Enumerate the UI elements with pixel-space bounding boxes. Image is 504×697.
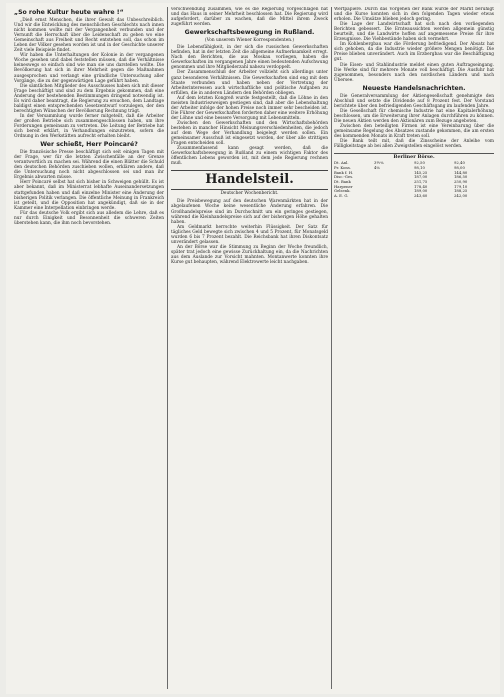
stock-cell: 92,50: [414, 161, 425, 166]
paragraph: Wertpapiere. Durch das Vorgehen der Bank wurde der Markt beruhigt und die Kurse konnten sich in den folgenden Tagen wieder etwas erholen. Die Umsätze blieben jedoch gering.: [334, 7, 494, 23]
stock-cell: 189,00: [414, 189, 428, 194]
stock-cell: A. E. G.: [334, 194, 349, 199]
paragraph: Im Kohlenbergbau war die Förderung befriedigend. Der Absatz hat sich gehoben, da die Industrie wieder größere Mengen benötigt. Die Preise blieben unverändert. Auch im Erzbergbau war die Beschäftigung gut.: [334, 42, 494, 63]
section-heading-handelsteil: Handelsteil.: [171, 170, 328, 190]
stock-cell: 98,10: [414, 165, 425, 170]
paragraph: verschwendung zusammen, wie es die Regierung vorgeschlagen hat und das Haus in seiner Mehrheit beschlossen hat. Die Regierung wird aufgefordert, darüber zu wachen, daß die Mittel ihrem Zweck zugeführt werden.: [171, 7, 328, 28]
stock-cell: 92,40: [454, 161, 465, 166]
paragraph: Zusammenfassend kann gesagt werden, daß die Gewerkschaftsbewegung in Rußland zu einem wichtigen Faktor des öffentlichen Lebens geworden ist, mit dem jede Regierung rechnen muß.: [171, 146, 328, 167]
paragraph: Die Generalversammlung der Aktiengesellschaft genehmigte den Abschluß und setzte die Dividende auf 8 Prozent fest. Der Vorstand berichtete über den befriedigenden Geschäftsgang im laufenden Jahre.: [334, 93, 494, 109]
paragraph: Zwischen den beteiligten Firmen ist eine Vereinbarung über die gemeinsame Regelung des Absatzes zustande gekommen, die am ersten des kommenden Monats in Kraft treten soll.: [334, 123, 494, 140]
stock-cell: 186,50: [454, 175, 468, 180]
paragraph: Auf dem letzten Kongreß wurde festgestellt, daß die Löhne in den meisten Industriezweigen gestiegen sind, daß aber die Lebenshaltung der Arbeiter infolge der hohen Preise noch immer sehr bescheiden ist. Die Führer der Gewerkschaften forderten daher eine weitere Erhöhung der Löhne und eine bessere Versorgung mit Lebensmitteln.: [171, 95, 328, 121]
paragraph: „Dieß ernst Menschen, die ihrer Gewalt das Unbeschreiblich. Und wir die Entwicklung des menschlichen Geschlechts nach innen nicht kommen wollte mit der Vergangenheit verbunden und der Vernunft die Herrschaft über die Leidenschaft zu geben wo eine Gemeinschaft aus Freiheit und Recht entstehen soll, das schon im Leben der Völker gesehen worden ist und in der Geschichte unserer Zeit viele Beispiele findet.: [14, 18, 164, 54]
column-middle: [171, 7, 328, 689]
stock-cell: 145,25: [414, 170, 428, 175]
stock-cell: 3½%: [374, 161, 384, 166]
stock-cell: Gelsenk.: [334, 189, 351, 194]
article-heading-handelsnachrichten: Neueste Handelsnachrichten.: [362, 84, 466, 92]
column-left: [14, 7, 164, 689]
stock-cell: 187,00: [414, 175, 428, 180]
stock-cell: Dt. Bank: [334, 180, 351, 185]
paragraph: Die Lebensfähigkeit, in der sich die russischen Gewerkschaften befinden, hat in der letzten Zeit die allgemeine Aufmerksamkeit erregt. Nach den Berichten, die aus Moskau vorliegen, haben die Gewerkschaften im vergangenen Jahre einen bedeutenden Aufschwung genommen und ihre Mitgliederzahl nahezu verdoppelt.: [171, 45, 328, 71]
paragraph: In der Versammlung wurde ferner mitgeteilt, daß die Arbeiter der großen Betriebe sich zusammengeschlossen haben, um ihre Forderungen gemeinsam zu vertreten. Die Leitung der Betriebe hat sich bereit erklärt, in Verhandlungen einzutreten, sofern die Ordnung in den Werkstätten aufrecht erhalten bleibt.: [14, 113, 164, 140]
paragraph: Herr Poincaré selbst hat sich bisher in Schweigen gehüllt. Es ist aber bekannt, daß im Ministerrat lebhafte Auseinandersetzungen stattgefunden haben und daß einzelne Minister eine Änderung der bisherigen Politik verlangen. Die öffentliche Meinung in Frankreich ist geteilt, und die Opposition hat angekündigt, daß sie in der Kammer eine Interpellation einbringen werde.: [14, 180, 164, 211]
stock-cell: 242,00: [454, 194, 468, 199]
paragraph: Zwischen den Gewerkschaften und den Wirtschaftsbehörden bestehen in mancher Hinsicht Meinungsverschiedenheiten, die jedoch auf dem Wege der Verhandlung beigelegt werden sollen. Ein gemeinsamer Ausschuß ist eingesetzt worden, der über alle strittigen Fragen entscheiden soll.: [171, 120, 328, 147]
newspaper-page: [6, 3, 500, 694]
stock-cell: Dt. Anl.: [334, 161, 349, 166]
stock-cell: 251,75: [414, 180, 428, 185]
stock-table-body: [334, 161, 494, 199]
stock-cell: Bank f. H.: [334, 170, 354, 175]
paragraph: Die sämtlichen Mitglieder des Ausschusses haben sich mit dieser Frage beschäftigt und sind zu dem Ergebnis gekommen, daß eine Änderung der bestehenden Bestimmungen dringend notwendig ist. Es wird daher beantragt, die Regierung zu ersuchen, dem Landtage baldigst einen entsprechenden Gesetzentwurf vorzulegen, der den berechtigten Wünschen der Bevölkerung Rechnung trägt.: [14, 83, 164, 114]
paragraph: Am Geldmarkt herrschte weiterhin Flüssigkeit. Der Satz für tägliches Geld bewegte sich zwischen 4 und 5 Prozent, für Monatsgeld wurden 6 bis 7 Prozent bezahlt. Die Reichsbank hat ihren Diskontsatz unverändert gelassen.: [171, 224, 328, 245]
column-right: [334, 7, 494, 689]
paragraph: Der Zusammenschluß der Arbeiter vollzieht sich allerdings unter ganz besonderen Verhältnissen. Die Gewerkschaften sind eng mit dem Staate verbunden und haben neben der Vertretung der Arbeiterinteressen auch wirtschaftliche und politische Aufgaben zu erfüllen, die in anderen Ländern den Behörden obliegen.: [171, 70, 328, 96]
stock-cell: 178,40: [414, 184, 428, 189]
paragraph: Die Eisen- und Stahlindustrie meldet einen guten Auftragseingang. Die Werke sind für mehrere Monate voll beschäftigt. Die Ausfuhr hat zugenommen, besonders nach den nordischen Ländern und nach Übersee.: [334, 62, 494, 83]
stock-cell: 243,60: [414, 194, 428, 199]
stock-table: [334, 153, 494, 199]
paragraph: Für das deutsche Volk ergibt sich aus alledem die Lehre, daß es nur durch Einigkeit und Besonnenheit die schweren Zeiten überstehen kann, die ihm noch bevorstehen.: [14, 210, 164, 226]
stock-table-title: Berliner Börse.: [393, 154, 435, 161]
paragraph: Die Preisbewegung auf den deutschen Warenmärkten hat in der abgelaufenen Woche keine wesentliche Änderung erfahren. Die Großhandelspreise sind im Durchschnitt um ein geringes gestiegen, während die Kleinhandelspreise sich auf der bisherigen Höhe gehalten haben.: [171, 199, 328, 225]
stock-row: [334, 194, 494, 199]
section-subheading: Deutscher Wochenbericht.: [220, 191, 279, 197]
column-divider: [331, 7, 332, 689]
stock-cell: [374, 194, 414, 199]
stock-cell: Pr. Kons.: [334, 165, 351, 170]
stock-cell: Harpener: [334, 184, 353, 189]
article-heading-kultur: „So rohe Kultur heute wahre !“: [14, 9, 124, 16]
stock-cell: 188,25: [454, 189, 468, 194]
article-heading-poincare: Wer schießt, Herr Poincaré?: [40, 141, 138, 149]
column-divider: [167, 7, 168, 689]
paragraph: Die Bank teilt mit, daß die Zinsscheine der Anleihe vom Fälligkeitstage ab bei allen Zweigstellen eingelöst werden.: [334, 139, 494, 150]
paragraph: Die Lage der Landwirtschaft hat sich nach den vorliegenden Berichten gebessert. Die Ernteaussichten werden allgemein günstig beurteilt, und die Landwirte hoffen auf angemessene Preise für ihre Erzeugnisse. Die Viehbestände haben sich vermehrt.: [334, 22, 494, 43]
paragraph: Die französische Presse beschäftigt sich seit einigen Tagen mit der Frage, wer für die letzten Zwischenfälle an der Grenze verantwortlich zu machen sei. Während die einen Blätter die Schuld den deutschen Behörden zuschieben wollen, erklären andere, daß die Untersuchung noch nicht abgeschlossen sei und man ihr Ergebnis abwarten müsse.: [14, 150, 164, 181]
stock-cell: 250,90: [454, 180, 468, 185]
article-byline: (Von unserem Wiener Korrespondenten.): [204, 38, 295, 44]
stock-cell: 4%: [374, 165, 381, 170]
paragraph: An der Börse war die Stimmung zu Beginn der Woche freundlich, später trat jedoch eine gewisse Zurückhaltung ein, da die Nachrichten aus dem Auslande zur Vorsicht mahnten. Montanwerte konnten ihre Kurse gut behaupten, während Elektrowerte leicht nachgaben.: [171, 244, 328, 265]
stock-cell: Disc.-Ges.: [334, 175, 354, 180]
paragraph: Wir haben die Unterhaltungen der Kolonie in der vergangenen Woche gesehen und dabei feststellen müssen, daß die Verhältnisse keineswegs so einfach sind wie man sie uns darstellen wollte. Die Bevölkerung hat sich in ihrer Mehrheit gegen die Maßnahmen ausgesprochen und verlangt eine gründliche Untersuchung aller Vorgänge, die zu der gegenwärtigen Lage geführt haben.: [14, 53, 164, 84]
article-heading-gewerkschaft: Gewerkschaftsbewegung in Rußland.: [184, 29, 315, 37]
stock-cell: 179,10: [454, 184, 468, 189]
stock-cell: 98,00: [454, 165, 465, 170]
paragraph: Die Gesellschaft für chemische Industrie hat eine Kapitalerhöhung beschlossen, um die Erweiterung ihrer Anlagen durchführen zu können. Die neuen Aktien werden den Aktionären zum Bezuge angeboten.: [334, 108, 494, 124]
stock-cell: 144,80: [454, 170, 468, 175]
